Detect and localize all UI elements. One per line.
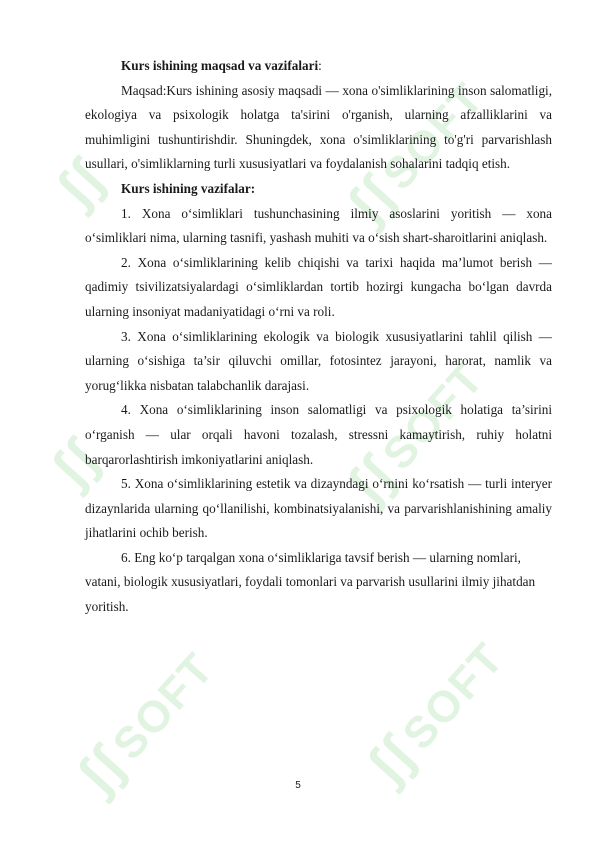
goal-paragraph: Maqsad:Kurs ishining asosiy maqsadi — xona o'simliklarining inson salomatligi, ekologiya va psixologik holatga ta'sirini o'rganish, ularning afzalliklarini va muhimligini tushuntirishdir. Shuningdek, xona o'simliklarining to'g'ri parvarishlash usullari, o'simliklarning turli xususiyatlari va foydalanish sohalarini tadqiq etish. <box>85 82 552 172</box>
task-item: 4. Xona o‘simliklarining inson salomatligi va psixologik holatiga ta’sirini o‘rganish — ular orqali havoni tozalash, stressni kamaytirish, ruhiy holatni barqarorlashtirish imkoniyatlarini aniqlash. <box>85 402 552 467</box>
watermark-glyph: ʃʃ <box>356 724 428 795</box>
watermark-glyph: ʃʃ <box>66 734 138 805</box>
watermark-glyph: ʃʃ <box>336 444 408 515</box>
task-item: 5. Xona o‘simliklarining estetik va dizayndagi o‘rnini ko‘rsatish — turli interyer dizaynlarida ularning qo‘llanilishi, kombinatsiyalanishi, va parvarishlanishining amaliy jihatlarini ochib berish. <box>85 476 552 541</box>
watermark-logo <box>355 627 516 796</box>
section-title <box>85 54 552 79</box>
watermark-text: SOFT <box>373 73 494 200</box>
watermark-text: SOFT <box>103 643 224 770</box>
watermark-glyph: ʃʃ <box>45 148 117 219</box>
task-item: 1. Xona o‘simliklari tushunchasining ilmiy asoslarini yoritish — xona o‘simliklari nima, ularning tasnifi, yashash muhiti va o‘sish shart-sharoitlarini aniqlash. <box>85 205 552 246</box>
task-item: 2. Xona o‘simliklarining kelib chiqishi va tarixi haqida ma’lumot berish — qadimiy tsivilizatsiyalardagi o‘simliklardan tortib hozirgi kungacha bo‘lgan davrda ularning insoniyat madaniyatidagi o‘rni va roli. <box>85 254 552 319</box>
section-title-colon: : <box>318 58 322 73</box>
task-item: 6. Eng ko‘p tarqalgan xona o‘simliklariga tavsif berish — ularning nomlari, vatani, biologik xususiyatlari, foydali tomonlari va parvarish usullarini ilmiy jihatdan yoritish. <box>85 549 536 615</box>
document-body <box>85 54 552 620</box>
watermark-glyph: ʃʃ <box>336 164 408 235</box>
watermark-text: SOFT <box>373 353 494 480</box>
watermark-text: SOFT <box>393 633 514 760</box>
tasks-heading: Kurs ishining vazifalar: <box>121 180 256 196</box>
page-number: 5 <box>295 780 301 791</box>
task-item: 3. Xona o‘simliklarining ekologik va biologik xususiyatlarini tahlil qilish — ularning o‘sishiga ta’sir qiluvchi omillar, fotosintez jarayoni, harorat, namlik va yorug‘likka nisbatan talabchanlik darajasi. <box>85 328 552 393</box>
section-title-text: Kurs ishining maqsad va vazifalari <box>121 58 319 73</box>
watermark-glyph: ʃʃ <box>40 428 112 499</box>
